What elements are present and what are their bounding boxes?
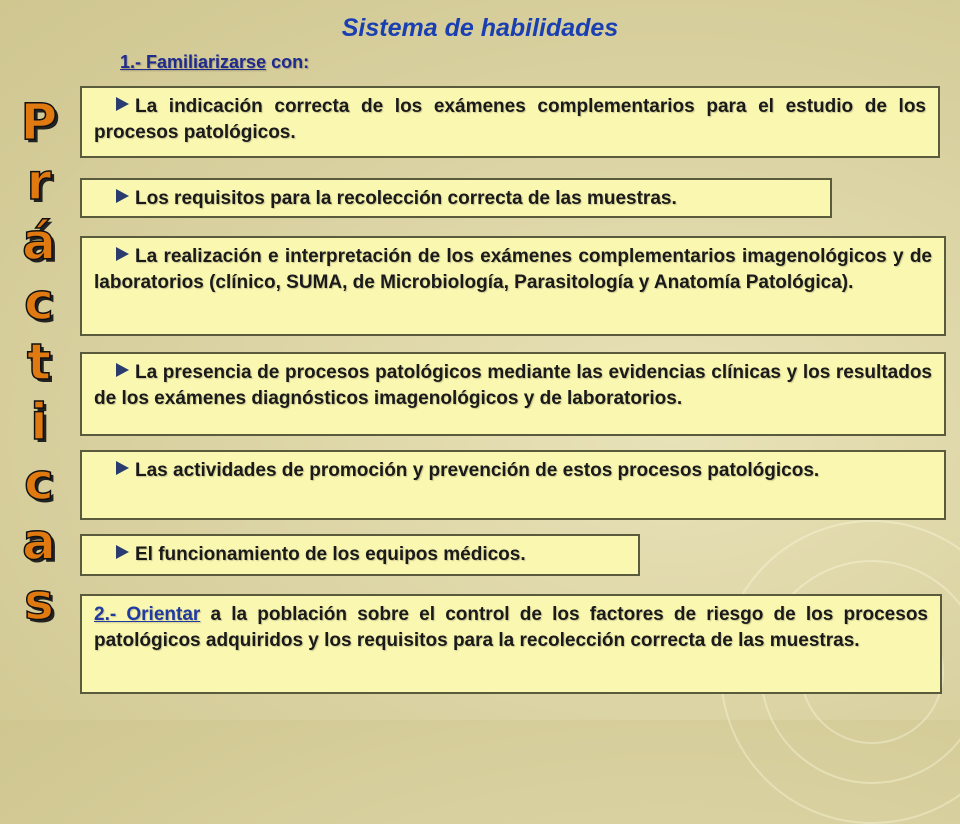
bullet-arrow-icon (116, 97, 129, 111)
bullet-arrow-icon (116, 545, 129, 559)
side-letter: P (20, 93, 58, 151)
bullet-arrow-icon (116, 247, 129, 261)
section-heading-lead: 1.- Familiarizarse (120, 52, 267, 72)
side-letter: s (24, 573, 54, 631)
side-letter: á (22, 213, 56, 271)
skill-item-box (80, 352, 946, 436)
orientar-text: a la población sobre el control de los factores de riesgo de los procesos patológicos adquiridos y los requisitos para la recolección correcta de las muestras. (94, 604, 928, 651)
section-heading-rest: con: (266, 52, 310, 72)
skill-item-text: La presencia de procesos patológicos mediante las evidencias clínicas y los resultados de los exámenes diagnósticos imagenológicos y de laboratorios. (94, 362, 932, 409)
section-heading (120, 52, 309, 73)
bullet-arrow-icon (116, 189, 129, 203)
side-letter: t (27, 333, 51, 391)
skill-item-box (80, 534, 640, 576)
skill-item-text: Los requisitos para la recolección correcta de las muestras. (135, 188, 677, 209)
orientar-lead: 2.- Orientar (94, 604, 201, 625)
page-title: Sistema de habilidades (341, 14, 619, 42)
skill-item-text: El funcionamiento de los equipos médicos. (135, 544, 526, 565)
skill-item-box (80, 86, 940, 158)
side-letter: a (22, 513, 56, 571)
skill-item-box (80, 450, 946, 520)
skill-item-text: La realización e interpretación de los exámenes complementarios imagenológicos y de laboratorios (clínico, SUMA, de Microbiología, Parasitología y Anatomía Patológica). (94, 246, 932, 293)
bullet-arrow-icon (116, 363, 129, 377)
bullet-arrow-icon (116, 461, 129, 475)
side-letter: c (24, 453, 54, 511)
skill-item-box (80, 236, 946, 336)
skill-item-text: La indicación correcta de los exámenes complementarios para el estudio de los procesos patológicos. (94, 96, 926, 143)
orientar-box (80, 594, 942, 694)
side-letter: i (30, 393, 48, 451)
side-letter: c (24, 273, 54, 331)
skill-item-box (80, 178, 832, 218)
skill-item-text: Las actividades de promoción y prevención de estos procesos patológicos. (135, 460, 820, 481)
vertical-word-practicas (14, 92, 64, 632)
side-letter: r (26, 153, 52, 211)
